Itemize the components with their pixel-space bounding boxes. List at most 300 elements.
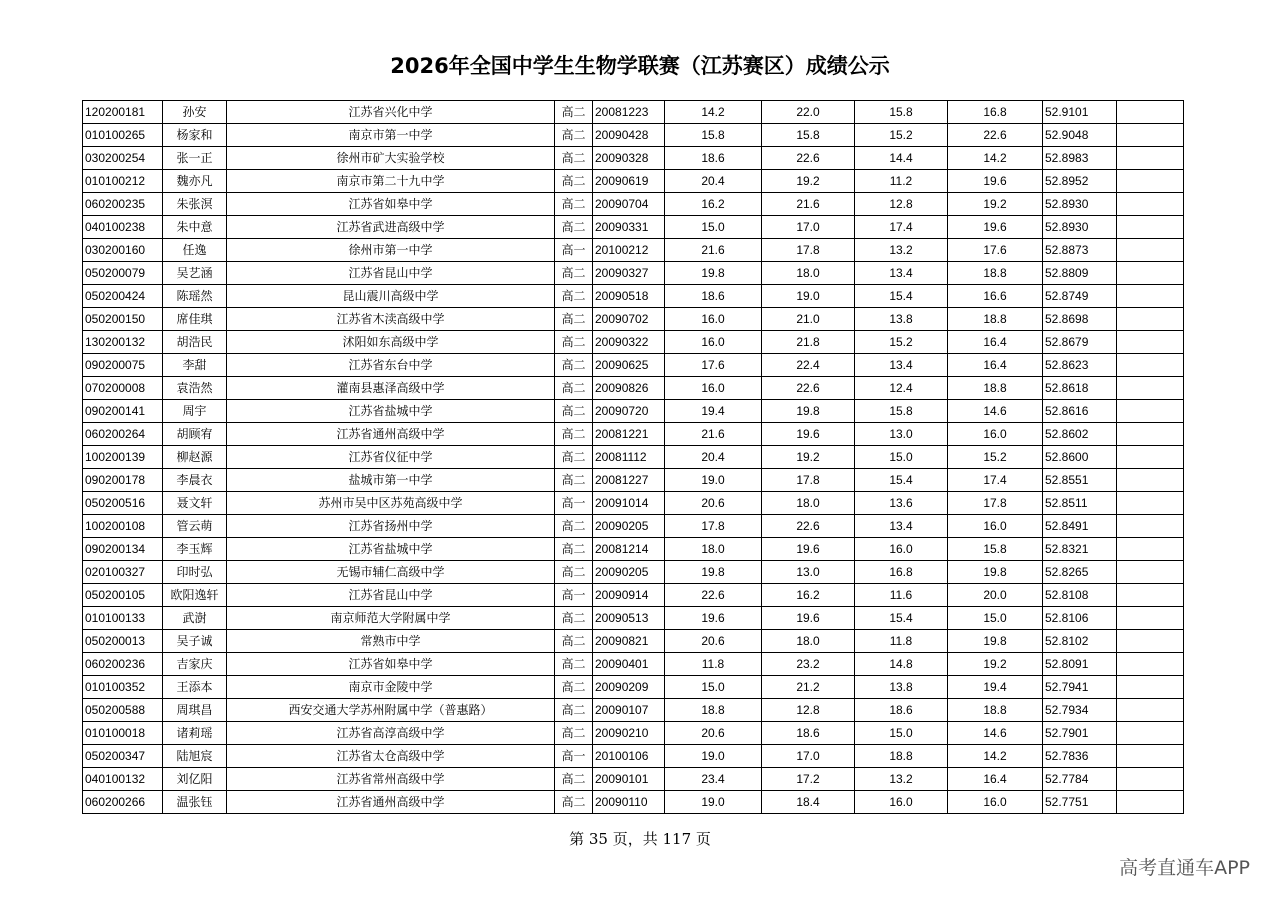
birth-date-cell: 20090720 xyxy=(593,400,665,423)
score-table-body xyxy=(83,101,1184,814)
candidate-id-cell: 060200235 xyxy=(83,193,163,216)
school-name-cell: 沭阳如东高级中学 xyxy=(227,331,555,354)
page-title: 2026年全国中学生生物学联赛（江苏赛区）成绩公示 xyxy=(390,54,890,78)
school-name-cell: 江苏省盐城中学 xyxy=(227,400,555,423)
total-score-cell: 52.8108 xyxy=(1043,584,1117,607)
score-1-cell: 18.0 xyxy=(665,538,762,561)
candidate-id-cell: 060200266 xyxy=(83,791,163,814)
grade-cell: 高二 xyxy=(555,722,593,745)
score-2-cell: 13.0 xyxy=(762,561,855,584)
student-name-cell: 任逸 xyxy=(163,239,227,262)
school-name-cell: 江苏省通州高级中学 xyxy=(227,791,555,814)
birth-date-cell: 20090101 xyxy=(593,768,665,791)
student-name-cell: 刘亿阳 xyxy=(163,768,227,791)
school-name-cell: 灌南县惠泽高级中学 xyxy=(227,377,555,400)
table-row xyxy=(83,492,1184,515)
birth-date-cell: 20090210 xyxy=(593,722,665,745)
grade-cell: 高二 xyxy=(555,699,593,722)
score-4-cell: 16.4 xyxy=(948,331,1043,354)
grade-cell: 高二 xyxy=(555,354,593,377)
score-2-cell: 19.2 xyxy=(762,446,855,469)
score-4-cell: 17.6 xyxy=(948,239,1043,262)
table-row xyxy=(83,561,1184,584)
student-name-cell: 欧阳逸轩 xyxy=(163,584,227,607)
score-2-cell: 15.8 xyxy=(762,124,855,147)
score-4-cell: 14.6 xyxy=(948,722,1043,745)
remark-cell xyxy=(1117,446,1184,469)
total-score-cell: 52.8623 xyxy=(1043,354,1117,377)
school-name-cell: 江苏省仪征中学 xyxy=(227,446,555,469)
student-name-cell: 杨家和 xyxy=(163,124,227,147)
birth-date-cell: 20090401 xyxy=(593,653,665,676)
total-score-cell: 52.9101 xyxy=(1043,101,1117,124)
birth-date-cell: 20090625 xyxy=(593,354,665,377)
candidate-id-cell: 050200347 xyxy=(83,745,163,768)
table-row xyxy=(83,101,1184,124)
score-1-cell: 19.8 xyxy=(665,561,762,584)
school-name-cell: 江苏省武进高级中学 xyxy=(227,216,555,239)
student-name-cell: 李晨衣 xyxy=(163,469,227,492)
score-4-cell: 17.4 xyxy=(948,469,1043,492)
student-name-cell: 管云萌 xyxy=(163,515,227,538)
remark-cell xyxy=(1117,584,1184,607)
score-4-cell: 18.8 xyxy=(948,377,1043,400)
score-4-cell: 19.8 xyxy=(948,630,1043,653)
grade-cell: 高二 xyxy=(555,308,593,331)
total-score-cell: 52.9048 xyxy=(1043,124,1117,147)
score-3-cell: 17.4 xyxy=(855,216,948,239)
grade-cell: 高二 xyxy=(555,193,593,216)
birth-date-cell: 20090205 xyxy=(593,515,665,538)
score-3-cell: 15.4 xyxy=(855,607,948,630)
grade-cell: 高二 xyxy=(555,515,593,538)
table-row xyxy=(83,791,1184,814)
total-score-cell: 52.8091 xyxy=(1043,653,1117,676)
score-1-cell: 18.6 xyxy=(665,285,762,308)
student-name-cell: 诸莉瑶 xyxy=(163,722,227,745)
score-3-cell: 13.8 xyxy=(855,308,948,331)
birth-date-cell: 20090619 xyxy=(593,170,665,193)
score-2-cell: 21.2 xyxy=(762,676,855,699)
student-name-cell: 吴艺涵 xyxy=(163,262,227,285)
candidate-id-cell: 100200108 xyxy=(83,515,163,538)
candidate-id-cell: 040100132 xyxy=(83,768,163,791)
score-2-cell: 17.0 xyxy=(762,745,855,768)
table-row xyxy=(83,262,1184,285)
score-2-cell: 19.6 xyxy=(762,538,855,561)
birth-date-cell: 20090322 xyxy=(593,331,665,354)
student-name-cell: 朱中意 xyxy=(163,216,227,239)
total-score-cell: 52.7784 xyxy=(1043,768,1117,791)
total-score-cell: 52.8679 xyxy=(1043,331,1117,354)
student-name-cell: 温张钰 xyxy=(163,791,227,814)
birth-date-cell: 20081112 xyxy=(593,446,665,469)
score-4-cell: 16.4 xyxy=(948,354,1043,377)
remark-cell xyxy=(1117,147,1184,170)
score-3-cell: 16.0 xyxy=(855,791,948,814)
grade-cell: 高二 xyxy=(555,124,593,147)
score-4-cell: 19.6 xyxy=(948,216,1043,239)
remark-cell xyxy=(1117,285,1184,308)
table-row xyxy=(83,331,1184,354)
score-3-cell: 15.4 xyxy=(855,285,948,308)
school-name-cell: 南京师范大学附属中学 xyxy=(227,607,555,630)
score-4-cell: 15.0 xyxy=(948,607,1043,630)
score-2-cell: 18.0 xyxy=(762,262,855,285)
score-3-cell: 16.8 xyxy=(855,561,948,584)
school-name-cell: 江苏省扬州中学 xyxy=(227,515,555,538)
candidate-id-cell: 020100327 xyxy=(83,561,163,584)
score-4-cell: 19.6 xyxy=(948,170,1043,193)
school-name-cell: 苏州市吴中区苏苑高级中学 xyxy=(227,492,555,515)
table-row xyxy=(83,377,1184,400)
score-2-cell: 22.6 xyxy=(762,515,855,538)
score-1-cell: 20.4 xyxy=(665,446,762,469)
student-name-cell: 胡顾宥 xyxy=(163,423,227,446)
score-1-cell: 15.8 xyxy=(665,124,762,147)
candidate-id-cell: 040100238 xyxy=(83,216,163,239)
score-4-cell: 15.2 xyxy=(948,446,1043,469)
score-1-cell: 15.0 xyxy=(665,676,762,699)
school-name-cell: 常熟市中学 xyxy=(227,630,555,653)
table-row xyxy=(83,699,1184,722)
score-3-cell: 13.0 xyxy=(855,423,948,446)
student-name-cell: 胡浩民 xyxy=(163,331,227,354)
remark-cell xyxy=(1117,676,1184,699)
table-row xyxy=(83,469,1184,492)
candidate-id-cell: 010100018 xyxy=(83,722,163,745)
total-score-cell: 52.8265 xyxy=(1043,561,1117,584)
table-row xyxy=(83,768,1184,791)
score-4-cell: 14.2 xyxy=(948,745,1043,768)
remark-cell xyxy=(1117,492,1184,515)
grade-cell: 高二 xyxy=(555,469,593,492)
total-score-cell: 52.8511 xyxy=(1043,492,1117,515)
remark-cell xyxy=(1117,354,1184,377)
table-row xyxy=(83,676,1184,699)
score-4-cell: 18.8 xyxy=(948,262,1043,285)
score-1-cell: 19.6 xyxy=(665,607,762,630)
total-score-cell: 52.8491 xyxy=(1043,515,1117,538)
score-4-cell: 18.8 xyxy=(948,699,1043,722)
birth-date-cell: 20100106 xyxy=(593,745,665,768)
student-name-cell: 印时弘 xyxy=(163,561,227,584)
birth-date-cell: 20090331 xyxy=(593,216,665,239)
remark-cell xyxy=(1117,745,1184,768)
total-score-cell: 52.8602 xyxy=(1043,423,1117,446)
score-1-cell: 18.6 xyxy=(665,147,762,170)
total-score-cell: 52.8952 xyxy=(1043,170,1117,193)
candidate-id-cell: 050200013 xyxy=(83,630,163,653)
score-4-cell: 16.8 xyxy=(948,101,1043,124)
score-3-cell: 15.4 xyxy=(855,469,948,492)
school-name-cell: 江苏省东台中学 xyxy=(227,354,555,377)
score-2-cell: 18.0 xyxy=(762,492,855,515)
candidate-id-cell: 060200264 xyxy=(83,423,163,446)
score-2-cell: 16.2 xyxy=(762,584,855,607)
remark-cell xyxy=(1117,400,1184,423)
score-4-cell: 16.0 xyxy=(948,515,1043,538)
birth-date-cell: 20090428 xyxy=(593,124,665,147)
score-3-cell: 13.2 xyxy=(855,768,948,791)
score-4-cell: 22.6 xyxy=(948,124,1043,147)
total-score-cell: 52.7751 xyxy=(1043,791,1117,814)
score-2-cell: 17.0 xyxy=(762,216,855,239)
grade-cell: 高二 xyxy=(555,423,593,446)
score-3-cell: 13.8 xyxy=(855,676,948,699)
score-table xyxy=(82,100,1184,814)
school-name-cell: 江苏省常州高级中学 xyxy=(227,768,555,791)
score-2-cell: 19.0 xyxy=(762,285,855,308)
student-name-cell: 李玉辉 xyxy=(163,538,227,561)
remark-cell xyxy=(1117,193,1184,216)
birth-date-cell: 20090513 xyxy=(593,607,665,630)
total-score-cell: 52.8321 xyxy=(1043,538,1117,561)
score-2-cell: 22.4 xyxy=(762,354,855,377)
school-name-cell: 江苏省高淳高级中学 xyxy=(227,722,555,745)
student-name-cell: 聂文轩 xyxy=(163,492,227,515)
score-4-cell: 19.2 xyxy=(948,193,1043,216)
candidate-id-cell: 090200178 xyxy=(83,469,163,492)
birth-date-cell: 20090110 xyxy=(593,791,665,814)
table-row xyxy=(83,193,1184,216)
candidate-id-cell: 030200160 xyxy=(83,239,163,262)
grade-cell: 高二 xyxy=(555,216,593,239)
score-1-cell: 11.8 xyxy=(665,653,762,676)
table-row xyxy=(83,607,1184,630)
student-name-cell: 张一正 xyxy=(163,147,227,170)
score-2-cell: 19.2 xyxy=(762,170,855,193)
score-3-cell: 11.8 xyxy=(855,630,948,653)
student-name-cell: 吴子诚 xyxy=(163,630,227,653)
score-1-cell: 14.2 xyxy=(665,101,762,124)
birth-date-cell: 20081214 xyxy=(593,538,665,561)
student-name-cell: 武澍 xyxy=(163,607,227,630)
student-name-cell: 周琪昌 xyxy=(163,699,227,722)
remark-cell xyxy=(1117,561,1184,584)
student-name-cell: 魏亦凡 xyxy=(163,170,227,193)
table-row xyxy=(83,722,1184,745)
score-3-cell: 15.0 xyxy=(855,446,948,469)
score-2-cell: 19.8 xyxy=(762,400,855,423)
remark-cell xyxy=(1117,768,1184,791)
total-score-cell: 52.8749 xyxy=(1043,285,1117,308)
remark-cell xyxy=(1117,101,1184,124)
candidate-id-cell: 090200075 xyxy=(83,354,163,377)
candidate-id-cell: 010100133 xyxy=(83,607,163,630)
total-score-cell: 52.7941 xyxy=(1043,676,1117,699)
grade-cell: 高二 xyxy=(555,607,593,630)
score-1-cell: 20.6 xyxy=(665,492,762,515)
birth-date-cell: 20090702 xyxy=(593,308,665,331)
score-3-cell: 12.8 xyxy=(855,193,948,216)
school-name-cell: 南京市第一中学 xyxy=(227,124,555,147)
table-row xyxy=(83,446,1184,469)
total-score-cell: 52.8809 xyxy=(1043,262,1117,285)
score-4-cell: 14.2 xyxy=(948,147,1043,170)
student-name-cell: 孙安 xyxy=(163,101,227,124)
score-4-cell: 17.8 xyxy=(948,492,1043,515)
candidate-id-cell: 090200141 xyxy=(83,400,163,423)
total-score-cell: 52.8551 xyxy=(1043,469,1117,492)
birth-date-cell: 20090107 xyxy=(593,699,665,722)
total-score-cell: 52.8618 xyxy=(1043,377,1117,400)
score-3-cell: 11.2 xyxy=(855,170,948,193)
score-2-cell: 18.4 xyxy=(762,791,855,814)
score-1-cell: 21.6 xyxy=(665,239,762,262)
birth-date-cell: 20100212 xyxy=(593,239,665,262)
remark-cell xyxy=(1117,377,1184,400)
candidate-id-cell: 050200424 xyxy=(83,285,163,308)
grade-cell: 高二 xyxy=(555,400,593,423)
candidate-id-cell: 090200134 xyxy=(83,538,163,561)
birth-date-cell: 20090518 xyxy=(593,285,665,308)
remark-cell xyxy=(1117,653,1184,676)
candidate-id-cell: 050200079 xyxy=(83,262,163,285)
grade-cell: 高二 xyxy=(555,676,593,699)
score-4-cell: 20.0 xyxy=(948,584,1043,607)
birth-date-cell: 20090914 xyxy=(593,584,665,607)
school-name-cell: 江苏省兴化中学 xyxy=(227,101,555,124)
score-4-cell: 15.8 xyxy=(948,538,1043,561)
candidate-id-cell: 030200254 xyxy=(83,147,163,170)
score-3-cell: 16.0 xyxy=(855,538,948,561)
grade-cell: 高二 xyxy=(555,653,593,676)
score-2-cell: 18.0 xyxy=(762,630,855,653)
remark-cell xyxy=(1117,791,1184,814)
grade-cell: 高二 xyxy=(555,768,593,791)
candidate-id-cell: 130200132 xyxy=(83,331,163,354)
score-1-cell: 20.4 xyxy=(665,170,762,193)
remark-cell xyxy=(1117,630,1184,653)
table-row xyxy=(83,308,1184,331)
table-row xyxy=(83,745,1184,768)
candidate-id-cell: 100200139 xyxy=(83,446,163,469)
score-2-cell: 23.2 xyxy=(762,653,855,676)
remark-cell xyxy=(1117,239,1184,262)
grade-cell: 高二 xyxy=(555,285,593,308)
school-name-cell: 江苏省盐城中学 xyxy=(227,538,555,561)
score-2-cell: 19.6 xyxy=(762,423,855,446)
birth-date-cell: 20090205 xyxy=(593,561,665,584)
score-2-cell: 17.8 xyxy=(762,239,855,262)
score-3-cell: 15.8 xyxy=(855,101,948,124)
score-1-cell: 23.4 xyxy=(665,768,762,791)
school-name-cell: 南京市第二十九中学 xyxy=(227,170,555,193)
school-name-cell: 江苏省昆山中学 xyxy=(227,262,555,285)
remark-cell xyxy=(1117,722,1184,745)
remark-cell xyxy=(1117,331,1184,354)
score-1-cell: 20.6 xyxy=(665,630,762,653)
school-name-cell: 昆山震川高级中学 xyxy=(227,285,555,308)
grade-cell: 高二 xyxy=(555,538,593,561)
score-1-cell: 21.6 xyxy=(665,423,762,446)
grade-cell: 高二 xyxy=(555,561,593,584)
score-1-cell: 19.0 xyxy=(665,745,762,768)
grade-cell: 高二 xyxy=(555,331,593,354)
total-score-cell: 52.7901 xyxy=(1043,722,1117,745)
candidate-id-cell: 050200105 xyxy=(83,584,163,607)
table-row xyxy=(83,216,1184,239)
school-name-cell: 南京市金陵中学 xyxy=(227,676,555,699)
student-name-cell: 李甜 xyxy=(163,354,227,377)
score-2-cell: 22.0 xyxy=(762,101,855,124)
score-1-cell: 19.8 xyxy=(665,262,762,285)
total-score-cell: 52.7934 xyxy=(1043,699,1117,722)
birth-date-cell: 20081223 xyxy=(593,101,665,124)
student-name-cell: 袁浩然 xyxy=(163,377,227,400)
score-2-cell: 17.2 xyxy=(762,768,855,791)
table-row xyxy=(83,239,1184,262)
score-1-cell: 20.6 xyxy=(665,722,762,745)
remark-cell xyxy=(1117,607,1184,630)
school-name-cell: 无锡市辅仁高级中学 xyxy=(227,561,555,584)
score-3-cell: 15.2 xyxy=(855,331,948,354)
score-4-cell: 19.2 xyxy=(948,653,1043,676)
score-4-cell: 16.0 xyxy=(948,791,1043,814)
remark-cell xyxy=(1117,699,1184,722)
total-score-cell: 52.7836 xyxy=(1043,745,1117,768)
score-2-cell: 18.6 xyxy=(762,722,855,745)
candidate-id-cell: 010100352 xyxy=(83,676,163,699)
remark-cell xyxy=(1117,216,1184,239)
student-name-cell: 陈瑶然 xyxy=(163,285,227,308)
school-name-cell: 江苏省木渎高级中学 xyxy=(227,308,555,331)
total-score-cell: 52.8983 xyxy=(1043,147,1117,170)
grade-cell: 高二 xyxy=(555,630,593,653)
student-name-cell: 周宇 xyxy=(163,400,227,423)
score-4-cell: 18.8 xyxy=(948,308,1043,331)
total-score-cell: 52.8698 xyxy=(1043,308,1117,331)
remark-cell xyxy=(1117,423,1184,446)
student-name-cell: 吉家庆 xyxy=(163,653,227,676)
total-score-cell: 52.8106 xyxy=(1043,607,1117,630)
score-4-cell: 16.4 xyxy=(948,768,1043,791)
birth-date-cell: 20090704 xyxy=(593,193,665,216)
school-name-cell: 江苏省太仓高级中学 xyxy=(227,745,555,768)
school-name-cell: 江苏省通州高级中学 xyxy=(227,423,555,446)
score-2-cell: 19.6 xyxy=(762,607,855,630)
score-2-cell: 21.6 xyxy=(762,193,855,216)
table-row xyxy=(83,170,1184,193)
table-row xyxy=(83,515,1184,538)
school-name-cell: 江苏省如皋中学 xyxy=(227,193,555,216)
score-1-cell: 16.0 xyxy=(665,308,762,331)
school-name-cell: 徐州市矿大实验学校 xyxy=(227,147,555,170)
candidate-id-cell: 050200150 xyxy=(83,308,163,331)
birth-date-cell: 20081227 xyxy=(593,469,665,492)
score-4-cell: 16.0 xyxy=(948,423,1043,446)
table-row xyxy=(83,124,1184,147)
score-4-cell: 19.4 xyxy=(948,676,1043,699)
score-2-cell: 12.8 xyxy=(762,699,855,722)
score-3-cell: 14.4 xyxy=(855,147,948,170)
table-row xyxy=(83,538,1184,561)
score-2-cell: 17.8 xyxy=(762,469,855,492)
candidate-id-cell: 050200516 xyxy=(83,492,163,515)
score-1-cell: 15.0 xyxy=(665,216,762,239)
score-1-cell: 16.0 xyxy=(665,377,762,400)
student-name-cell: 席佳琪 xyxy=(163,308,227,331)
remark-cell xyxy=(1117,469,1184,492)
table-row xyxy=(83,653,1184,676)
student-name-cell: 王添本 xyxy=(163,676,227,699)
school-name-cell: 江苏省昆山中学 xyxy=(227,584,555,607)
remark-cell xyxy=(1117,124,1184,147)
score-2-cell: 21.8 xyxy=(762,331,855,354)
birth-date-cell: 20081221 xyxy=(593,423,665,446)
school-name-cell: 盐城市第一中学 xyxy=(227,469,555,492)
